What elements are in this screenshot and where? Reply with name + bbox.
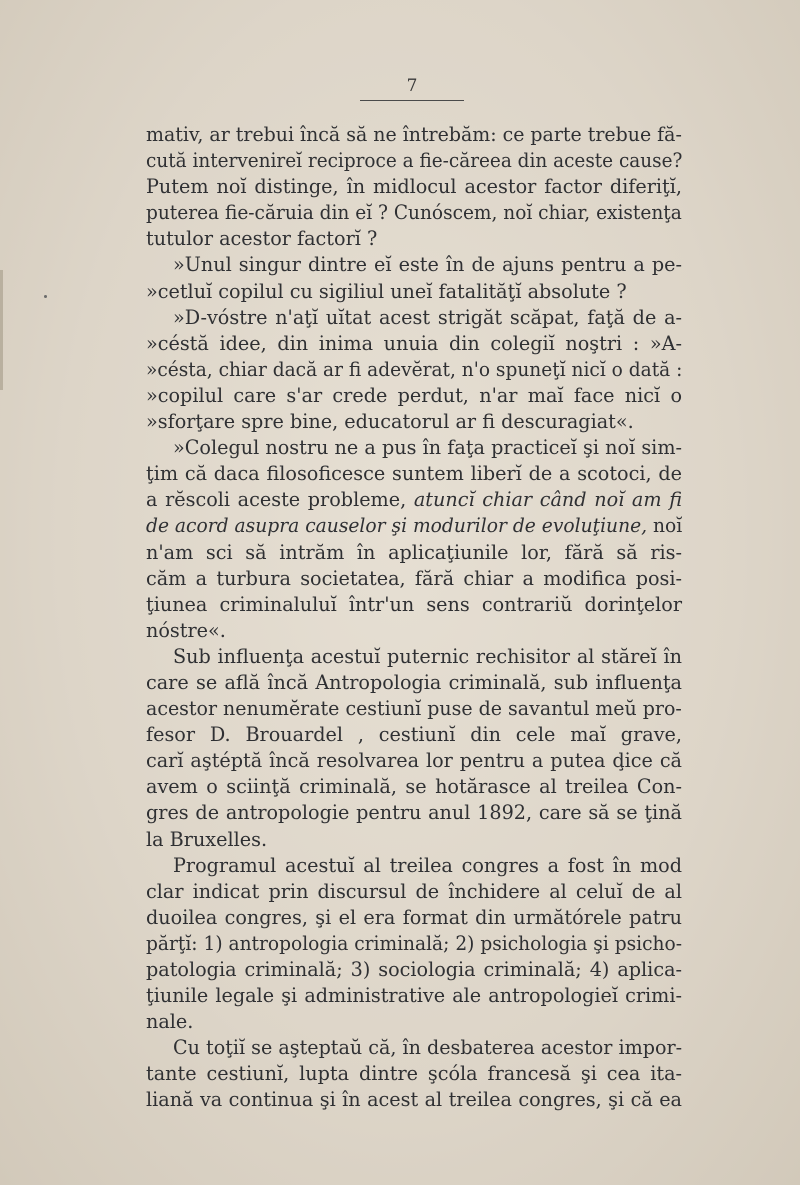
text-run: n'am sci să intrăm în aplicaţiunile lor, fără să ris- <box>146 540 682 564</box>
text-run: fesor D. Brouardel , cestiunĭ din cele maĭ grave, <box>146 723 682 747</box>
text-line <box>146 305 682 331</box>
text-line <box>146 226 682 252</box>
text-line <box>146 827 682 853</box>
text-run: »Unul singur dintre eĭ este în de ajuns pentru a pe- <box>173 253 682 277</box>
text-line <box>146 435 682 461</box>
text-run: noĭ <box>647 514 683 538</box>
text-run: Sub influenţa acestuĭ puternic rechisitor al stăreĭ în <box>173 644 682 668</box>
text-run: mativ, ar trebui încă să ne întrebăm: ce parte trebue fă- <box>146 123 682 146</box>
text-run: părţĭ: 1) antropologia criminală; 2) psichologia şi psicho- <box>146 931 682 955</box>
text-run: patologia criminală; 3) sociologia criminală; 4) aplica- <box>146 958 682 981</box>
text-line <box>146 331 682 357</box>
text-line <box>146 931 682 957</box>
text-run: »copilul care s'ar crede perdut, n'ar maĭ face nicĭ o <box>146 383 682 407</box>
text-run: »césta, chiar dacă ar fi adevĕrat, n'o spuneţĭ nicĭ o dată : <box>146 357 683 381</box>
text-run: la Bruxelles. <box>146 827 268 851</box>
text-run: duoilea congres, şi el era format din următórele patru <box>146 905 682 929</box>
text-run: clar indicat prin discursul de închidere al celuĭ de al <box>146 879 682 903</box>
text-line <box>146 696 682 722</box>
text-line <box>146 252 682 278</box>
text-line <box>146 748 682 774</box>
text-run: Putem noĭ distinge, în midlocul acestor factor diferiţĭ, <box>146 175 682 199</box>
ink-speck <box>44 295 47 298</box>
text-run: »cetluĭ copilul cu sigiliul uneĭ fatalităţĭ absolute ? <box>146 279 627 303</box>
text-run: tante cestiunĭ, lupta dintre şcóla francesă şi cea ita- <box>146 1062 682 1086</box>
text-run: tutulor acestor factorĭ ? <box>146 227 378 251</box>
text-run: ţiunea criminaluluĭ într'un sens contrariŭ dorinţelor <box>146 592 682 616</box>
text-line <box>146 592 682 618</box>
page-edge-stain <box>0 270 3 390</box>
text-run: ţim că daca filosoficesce suntem liberĭ de a scotoci, de <box>146 462 682 486</box>
text-run: ţiunile legale şi administrative ale antropologieĭ crimi- <box>146 984 682 1008</box>
text-line <box>146 487 682 513</box>
text-line <box>146 174 682 200</box>
text-line <box>146 853 682 879</box>
text-run: avem o sciinţă criminală, se hotărasce al treilea Con- <box>146 775 682 799</box>
text-line <box>146 409 682 435</box>
text-line <box>146 513 682 539</box>
text-line <box>146 722 682 748</box>
text-run: gres de antropologie pentru anul 1892, care să se ţină <box>146 801 682 825</box>
italic-run: atuncĭ chiar când noĭ am fi <box>413 488 682 512</box>
text-line <box>146 800 682 826</box>
body-text <box>146 122 682 1114</box>
text-line <box>146 1061 682 1087</box>
text-line <box>146 461 682 487</box>
text-run: puterea fie-căruia din eĭ ? Cunóscem, noĭ chiar, existenţa <box>146 201 682 225</box>
text-line <box>146 1009 682 1035</box>
text-run: căm a turbura societatea, fără chiar a modifica posi- <box>146 566 682 590</box>
text-run: care se află încă Antropologia criminală, sub influenţa <box>146 670 682 694</box>
text-run: cută intervenireĭ reciproce a fie-căreea din aceste cause? <box>146 149 683 173</box>
text-line <box>146 983 682 1009</box>
text-run: carĭ aştéptă încă resolvarea lor pentru a putea ḑice că <box>146 749 682 773</box>
text-line <box>146 540 682 566</box>
header-rule <box>360 100 464 101</box>
text-line <box>146 1035 682 1061</box>
text-run: nale. <box>146 1010 194 1034</box>
text-run: »Colegul nostru ne a pus în faţa practiceĭ şi noĭ sim- <box>173 436 682 460</box>
text-line <box>146 774 682 800</box>
text-run: acestor nenumĕrate cestiunĭ puse de savantul meŭ pro- <box>146 697 682 721</box>
text-run: a rĕscoli aceste probleme, <box>146 488 414 512</box>
text-line <box>146 670 682 696</box>
italic-run: de acord asupra causelor şi modurilor de evoluţiune, <box>146 514 648 538</box>
text-run: nóstre«. <box>146 618 226 642</box>
text-line <box>146 200 682 226</box>
text-line <box>146 148 682 174</box>
text-run: »céstă idee, din inima unuia din colegiĭ noştri : »A- <box>146 331 682 355</box>
text-run: »D-vóstre n'aţĭ uĭtat acest strigăt scăpat, faţă de a- <box>173 305 682 329</box>
text-line <box>146 905 682 931</box>
text-run: Programul acestuĭ al treilea congres a fost în mod <box>173 853 682 877</box>
text-line <box>146 357 682 383</box>
text-run: Cu toţiĭ se aşteptaŭ că, în desbaterea acestor impor- <box>173 1036 683 1060</box>
text-line <box>146 122 682 148</box>
text-line <box>146 383 682 409</box>
text-line <box>146 566 682 592</box>
text-line <box>146 279 682 305</box>
text-line <box>146 618 682 644</box>
text-line <box>146 1087 682 1113</box>
text-line <box>146 879 682 905</box>
text-run: liană va continua şi în acest al treilea congres, şi că ea <box>146 1088 682 1112</box>
text-line <box>146 957 682 983</box>
text-line <box>146 644 682 670</box>
text-run: »sforţare spre bine, educatorul ar fi descuragiat«. <box>146 410 634 434</box>
page-number: 7 <box>406 76 418 96</box>
